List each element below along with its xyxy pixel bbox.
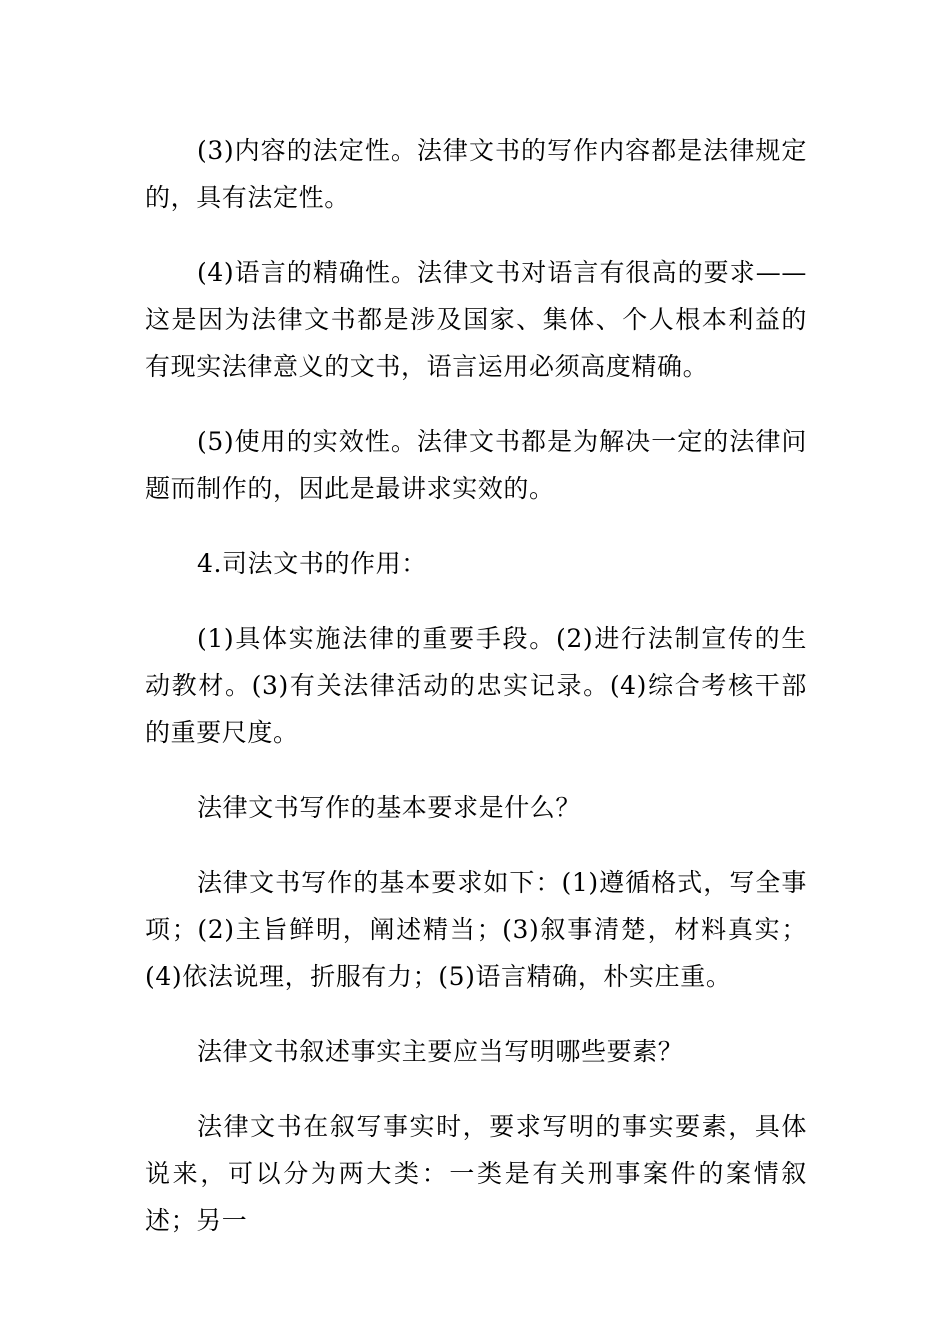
- answer-fact-elements: 法律文书在叙写事实时，要求写明的事实要素，具体说来，可以分为两大类：一类是有关刑事案件的案情叙述；另一: [145, 1112, 807, 1235]
- document-body: [145, 127, 807, 1272]
- answer-basic-requirements: 法律文书写作的基本要求如下：(1)遵循格式，写全事项；(2)主旨鲜明，阐述精当；(3)叙事清楚，材料真实；(4)依法说理，折服有力；(5)语言精确，朴实庄重。: [145, 868, 807, 991]
- paragraph-language-precision: (4)语言的精确性。法律文书对语言有很高的要求——这是因为法律文书都是涉及国家、集体、个人根本利益的有现实法律意义的文书，语言运用必须高度精确。: [145, 258, 807, 381]
- question-fact-elements: 法律文书叙述事实主要应当写明哪些要素？: [197, 1037, 684, 1066]
- section-heading-judicial-document-functions: 4.司法文书的作用：: [197, 549, 427, 578]
- paragraph-practical-effect: (5)使用的实效性。法律文书都是为解决一定的法律问题而制作的，因此是最讲求实效的。: [145, 427, 807, 503]
- question-basic-requirements: 法律文书写作的基本要求是什么？: [197, 793, 582, 822]
- paragraph-functions-list: (1)具体实施法律的重要手段。(2)进行法制宣传的生动教材。(3)有关法律活动的忠实记录。(4)综合考核干部的重要尺度。: [145, 624, 807, 747]
- paragraph-content-legality: (3)内容的法定性。法律文书的写作内容都是法律规定的，具有法定性。: [145, 136, 807, 212]
